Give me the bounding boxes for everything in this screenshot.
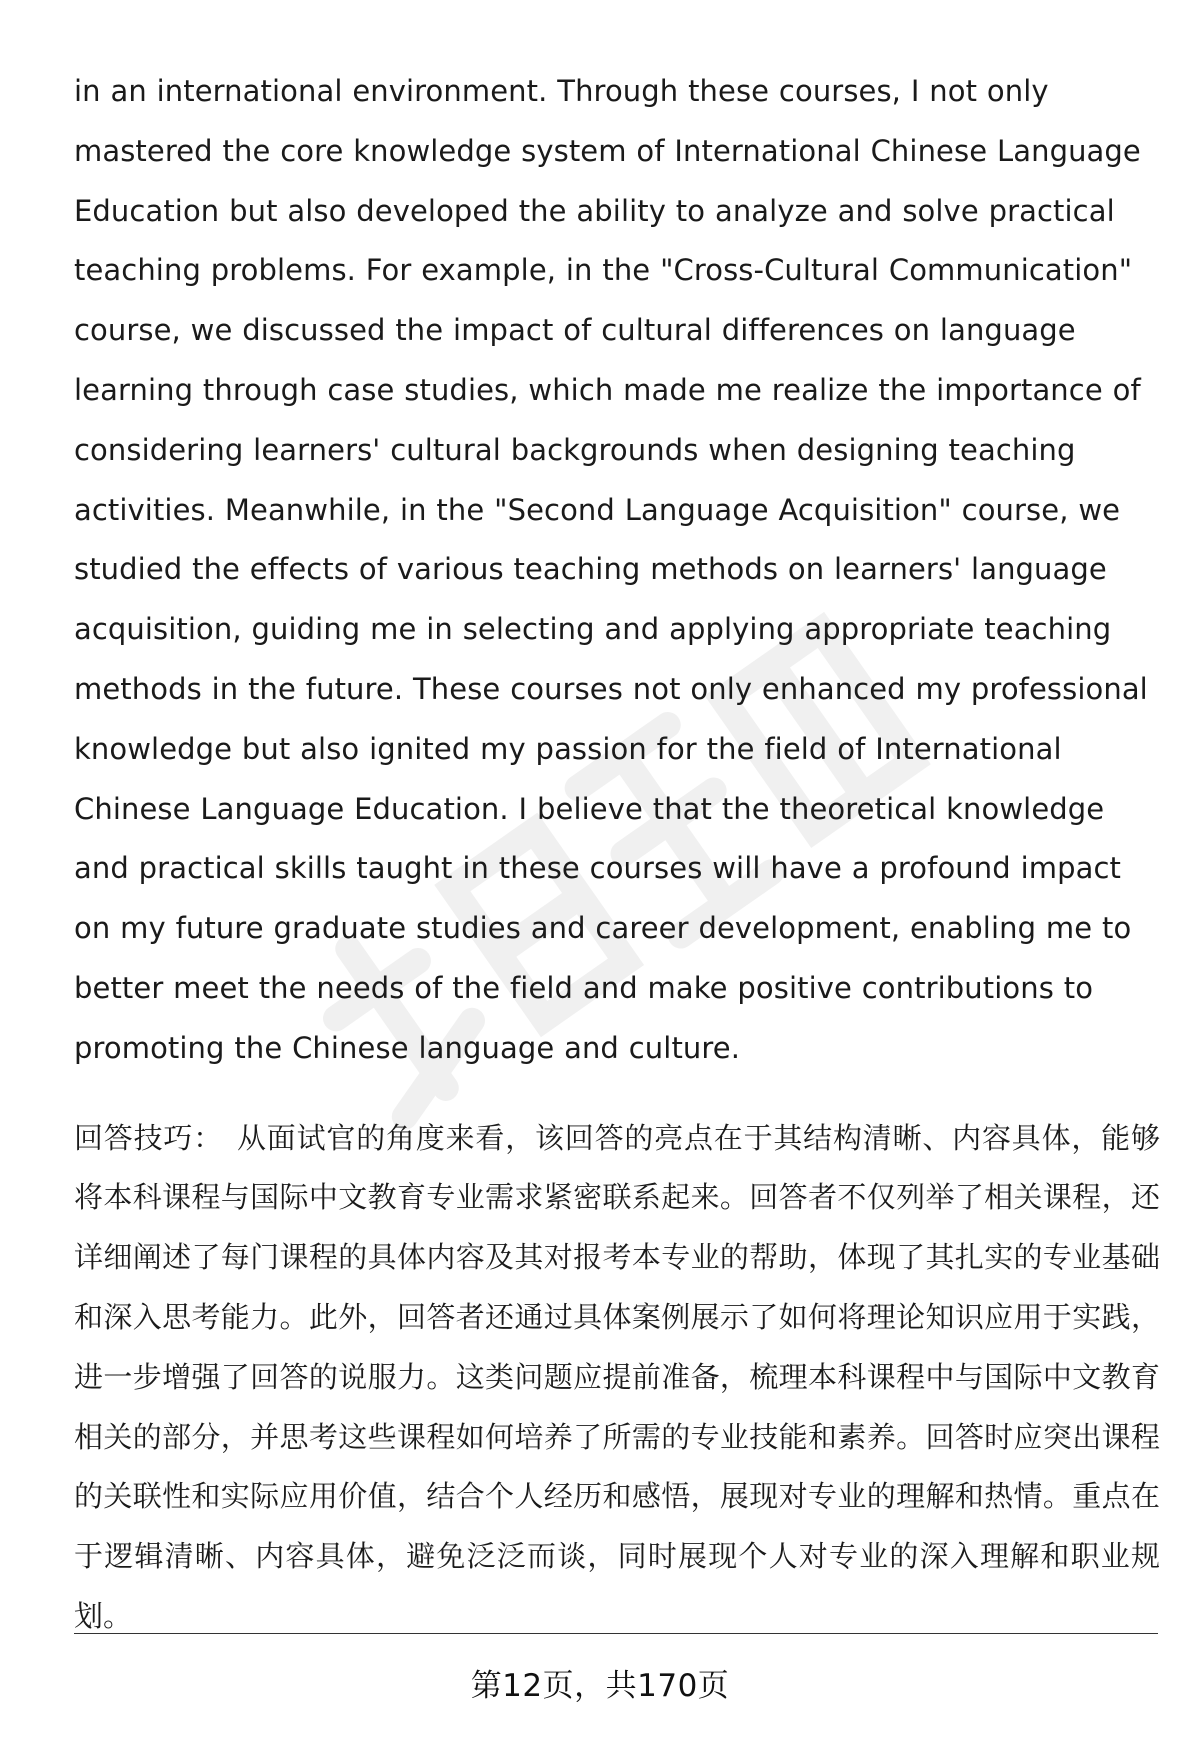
page-content (74, 62, 1160, 1647)
english-answer-paragraph: in an international environment. Through these courses, I not only mastered the core knowledge system of International Chinese Language Education but also developed the ability to analyze and solve practical teaching problems. For example, in the "Cross-Cultural Communication" course, we discussed the impact of cultural differences on language learning through case studies, which made me realize the importance of considering learners' cultural backgrounds when designing teaching activities. Meanwhile, in the "Second Language Acquisition" course, we studied the effects of various teaching methods on learners' language acquisition, guiding me in selecting and applying appropriate teaching methods in the future. These courses not only enhanced my professional knowledge but also ignited my passion for the field of International Chinese Language Education. I believe that the theoretical knowledge and practical skills taught in these courses will have a profound impact on my future graduate studies and career development, enabling me to better meet the needs of the field and make positive contributions to promoting the Chinese language and culture. (74, 74, 1148, 1065)
answer-tips-paragraph (74, 1109, 1160, 1647)
footer-divider (74, 1633, 1158, 1634)
page-number: 第12页，共170页 (470, 1668, 730, 1704)
answer-tips-text: 从面试官的角度来看，该回答的亮点在于其结构清晰、内容具体，能够将本科课程与国际中文教育专业需求紧密联系起来。回答者不仅列举了相关课程，还详细阐述了每门课程的具体内容及其对报考本专业的帮助，体现了其扎实的专业基础和深入思考能力。此外，回答者还通过具体案例展示了如何将理论知识应用于实践，进一步增强了回答的说服力。这类问题应提前准备，梳理本科课程中与国际中文教育相关的部分，并思考这些课程如何培养了所需的专业技能和素养。回答时应突出课程的关联性和实际应用价值，结合个人经历和感悟，展现对专业的理解和热情。重点在于逻辑清晰、内容具体，避免泛泛而谈，同时展现个人对专业的深入理解和职业规划。 (74, 1120, 1160, 1633)
answer-tips-label: 回答技巧： (74, 1120, 223, 1155)
